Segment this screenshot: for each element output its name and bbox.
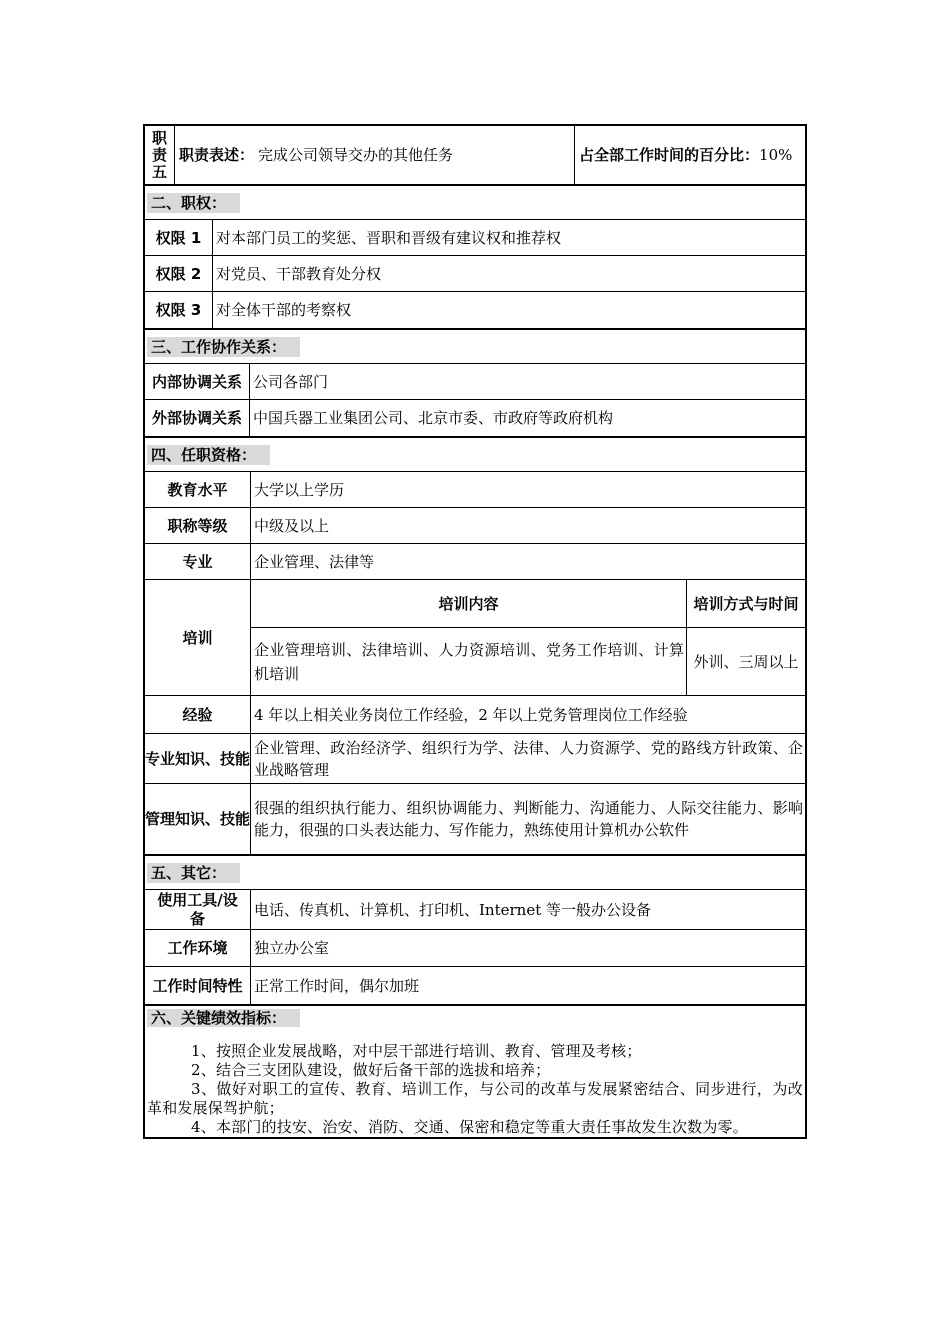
mgmt-skill-value: 很强的组织执行能力、组织协调能力、判断能力、沟通能力、人际交往能力、影响能力，很强的口头表达能力、写作能力，熟练使用计算机办公软件 xyxy=(254,799,803,839)
internal-relation-label: 内部协调关系 xyxy=(145,364,250,399)
section-authority xyxy=(145,184,805,220)
external-relation-label: 外部协调关系 xyxy=(145,400,250,436)
training-header-row xyxy=(251,580,805,628)
section-kpi-title: 六、关键绩效指标： xyxy=(147,1009,300,1027)
job-description-table xyxy=(143,124,807,1139)
major-row xyxy=(145,544,805,580)
education-row xyxy=(145,472,805,508)
rank-label: 职称等级 xyxy=(145,508,251,543)
duty5-pct: 占全部工作时间的百分比 ： 10% xyxy=(579,146,793,164)
section-kpi xyxy=(147,1008,300,1028)
external-relation-value: 中国兵器工业集团公司、北京市委、市政府等政府机构 xyxy=(253,409,614,427)
external-relation-row xyxy=(145,400,805,436)
time-row xyxy=(145,967,805,1004)
pct-value: 10% xyxy=(759,146,793,164)
authority-row-3 xyxy=(145,292,805,328)
kpi-item: 3、做好对职工的宣传、教育、培训工作，与公司的改革与发展紧密结合、同步进行，为改革和发展保驾护航； xyxy=(147,1080,803,1117)
internal-relation-value: 公司各部门 xyxy=(253,372,329,391)
experience-label: 经验 xyxy=(145,696,251,733)
duty5-desc: 职责表述 ： 完成公司领导交办的其他任务 xyxy=(175,126,575,184)
tools-value: 电话、传真机、计算机、打印机、Internet 等一般办公设备 xyxy=(254,900,651,919)
authority-row-1 xyxy=(145,220,805,256)
section-qualifications-title: 四、任职资格： xyxy=(147,445,270,465)
authority-label-3: 权限 3 xyxy=(145,292,213,328)
time-value: 正常工作时间，偶尔加班 xyxy=(254,976,420,995)
env-row xyxy=(145,930,805,967)
section-other xyxy=(145,854,805,890)
authority-value-1: 对本部门员工的奖惩、晋职和晋级有建议权和推荐权 xyxy=(216,228,562,247)
env-value: 独立办公室 xyxy=(254,939,330,957)
training-content: 企业管理培训、法律培训、人力资源培训、党务工作培训、计算机培训 xyxy=(251,628,687,695)
training-label: 培训 xyxy=(145,580,251,695)
env-label: 工作环境 xyxy=(145,930,251,966)
education-value: 大学以上学历 xyxy=(254,480,345,499)
experience-value: 4 年以上相关业务岗位工作经验，2 年以上党务管理岗位工作经验 xyxy=(254,705,688,724)
training-row xyxy=(145,580,805,696)
pro-skill-value: 企业管理、政治经济学、组织行为学、法律、人力资源学、党的路线方针政策、企业战略管理 xyxy=(254,738,803,779)
section-other-title: 五、其它： xyxy=(147,863,240,883)
section-relations-title: 三、工作协作关系： xyxy=(147,337,300,357)
training-method-header: 培训方式与时间 xyxy=(693,594,799,613)
duty5-row xyxy=(145,126,805,184)
training-content-header: 培训内容 xyxy=(251,580,687,627)
mgmt-skill-row xyxy=(145,784,805,854)
education-label: 教育水平 xyxy=(145,472,251,507)
authority-row-2 xyxy=(145,256,805,292)
tools-label: 使用工具/设备 xyxy=(145,890,251,929)
training-detail xyxy=(251,580,805,695)
kpi-item: 4、本部门的技安、治安、消防、交通、保密和稳定等重大责任事故发生次数为零。 xyxy=(191,1118,748,1136)
authority-label-2: 权限 2 xyxy=(145,256,213,291)
kpi-block xyxy=(145,1004,805,1139)
authority-value-2: 对党员、干部教育处分权 xyxy=(216,264,382,283)
internal-relation-row xyxy=(145,364,805,400)
major-value: 企业管理、法律等 xyxy=(254,552,375,571)
experience-row xyxy=(145,696,805,734)
kpi-item: 2、结合三支团队建设，做好后备干部的选拔和培养； xyxy=(191,1061,551,1079)
section-authority-title: 二、职权： xyxy=(147,193,240,213)
time-label: 工作时间特性 xyxy=(145,967,251,1004)
training-method: 外训、三周以上 xyxy=(693,652,799,671)
authority-value-3: 对全体干部的考察权 xyxy=(216,301,352,319)
pct-label: 占全部工作时间的百分比 xyxy=(579,146,745,164)
pro-skill-label: 专业知识、技能 xyxy=(145,734,251,783)
duty-desc-value: 完成公司领导交办的其他任务 xyxy=(258,146,454,164)
rank-row xyxy=(145,508,805,544)
pro-skill-row xyxy=(145,734,805,784)
rank-value: 中级及以上 xyxy=(254,516,330,535)
section-qualifications xyxy=(145,436,805,472)
duty5-label: 职责五 xyxy=(145,126,175,184)
section-relations xyxy=(145,328,805,364)
major-label: 专业 xyxy=(145,544,251,579)
tools-row xyxy=(145,890,805,930)
authority-label-1: 权限 1 xyxy=(145,220,213,255)
training-body-row xyxy=(251,628,805,695)
mgmt-skill-label: 管理知识、技能 xyxy=(145,784,251,854)
duty-desc-label: 职责表述 xyxy=(179,146,240,164)
kpi-item: 1、按照企业发展战略，对中层干部进行培训、教育、管理及考核； xyxy=(191,1042,642,1060)
